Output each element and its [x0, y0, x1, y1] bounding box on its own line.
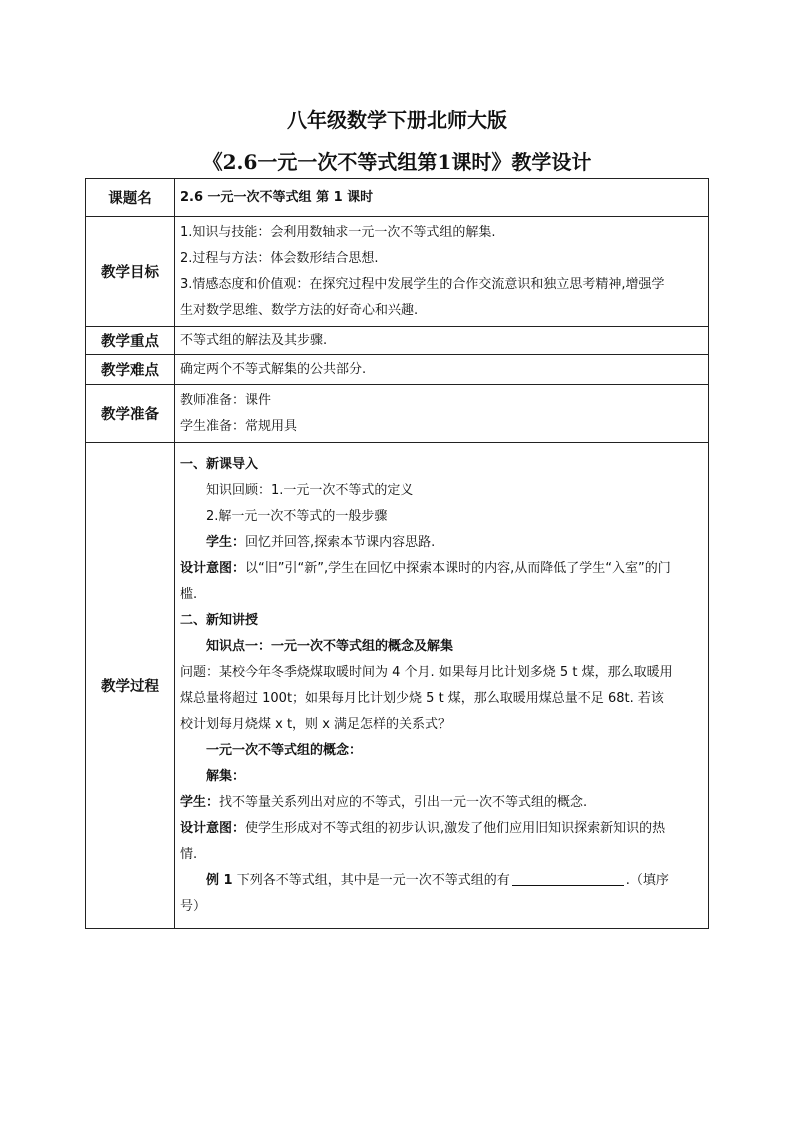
topic-value: 2.6 一元一次不等式组 第 1 课时 — [175, 179, 709, 217]
goals-cell — [175, 217, 709, 327]
student-line: 学生：找不等量关系列出对应的不等式，引出一元一次不等式组的概念. — [180, 794, 588, 810]
document-subtitle: 《2.6一元一次不等式组第1课时》教学设计 — [202, 150, 592, 174]
concept-line: 一元一次不等式组的概念： — [206, 742, 363, 758]
solution-line: 解集： — [206, 768, 246, 784]
key-label: 教学重点 — [86, 327, 175, 355]
goal-line: 1.知识与技能：会利用数轴求一元一次不等式组的解集. — [180, 224, 496, 240]
question-line: 煤总量将超过 100t；如果每月比计划少烧 5 t 煤，那么取暖用煤总量不足 68t. 若该 — [180, 690, 664, 706]
row-topic — [86, 179, 709, 217]
row-key — [86, 327, 709, 355]
process-label: 教学过程 — [86, 443, 175, 929]
goals-label: 教学目标 — [86, 217, 175, 327]
difficulty-label: 教学难点 — [86, 355, 175, 385]
question-line: 问题：某校今年冬季烧煤取暖时间为 4 个月. 如果每月比计划多烧 5 t 煤，那么取暖用 — [180, 664, 673, 680]
goal-line: 3.情感态度和价值观：在探究过程中发展学生的合作交流意识和独立思考精神,增强学 — [180, 276, 665, 292]
question-line: 校计划每月烧煤 x t，则 x 满足怎样的关系式？ — [180, 716, 452, 732]
answer-blank — [512, 871, 624, 886]
row-prep — [86, 385, 709, 443]
review-line: 知识回顾：1.一元一次不等式的定义 — [206, 482, 414, 498]
process-cell — [175, 443, 709, 929]
goal-line: 生对数学思维、数学方法的好奇心和兴趣. — [180, 302, 419, 318]
intent-line-cont: 情. — [180, 846, 198, 862]
student-line: 学生：回忆并回答,探索本节课内容思路. — [206, 534, 436, 550]
goal-line: 2.过程与方法：体会数形结合思想. — [180, 250, 379, 266]
prep-cell — [175, 385, 709, 443]
lesson-plan-table — [85, 178, 709, 929]
example-line-cont: 号） — [180, 898, 207, 914]
row-process — [86, 443, 709, 929]
intent-line: 设计意图：使学生形成对不等式组的初步认识,激发了他们应用旧知识探索新知识的热 — [180, 820, 666, 836]
prep-line: 教师准备：课件 — [180, 392, 272, 408]
knowledge-point: 知识点一：一元一次不等式组的概念及解集 — [206, 638, 454, 654]
intent-line: 设计意图：以“旧”引“新”,学生在回忆中探索本课时的内容,从而降低了学生“入室”的门 — [180, 560, 671, 576]
section-heading: 一、新课导入 — [180, 456, 259, 472]
section-heading: 二、新知讲授 — [180, 612, 259, 628]
intent-line-cont: 槛. — [180, 586, 198, 602]
example-line: 例 1 下列各不等式组，其中是一元一次不等式组的有 .（填序 — [206, 872, 669, 888]
key-value: 不等式组的解法及其步骤. — [175, 327, 709, 355]
row-difficulty — [86, 355, 709, 385]
document-title: 八年级数学下册北师大版 — [287, 108, 507, 132]
prep-label: 教学准备 — [86, 385, 175, 443]
prep-line: 学生准备：常规用具 — [180, 418, 298, 434]
row-goals — [86, 217, 709, 327]
review-line: 2.解一元一次不等式的一般步骤 — [206, 508, 388, 524]
difficulty-value: 确定两个不等式解集的公共部分. — [175, 355, 709, 385]
topic-label: 课题名 — [86, 179, 175, 217]
